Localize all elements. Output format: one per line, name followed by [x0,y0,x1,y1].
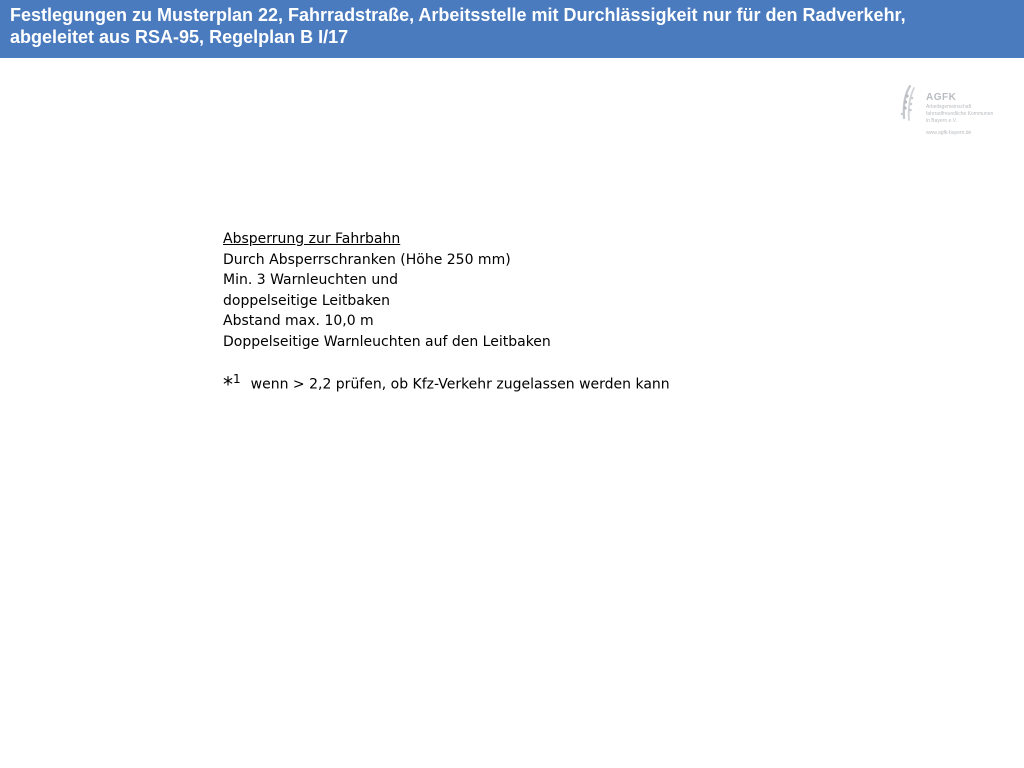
body-heading: Absperrung zur Fahrbahn [223,231,401,247]
page-title-line-2: abgeleitet aus RSA-95, Regelplan B I/17 [10,27,349,47]
agfk-logo-line-3: in Bayern e.V. [926,118,957,124]
title-bar [0,0,1024,58]
agfk-logo-mark-icon [898,84,924,124]
agfk-logo-text [926,92,1010,137]
agfk-logo-name: AGFK [926,92,957,103]
body-text-block [223,229,783,353]
footnote-number: 1 [233,372,241,386]
body-line-1: Durch Absperrschranken (Höhe 250 mm) [223,251,511,268]
footnote-text: wenn > 2,2 prüfen, ob Kfz-Verkehr zugelassen werden kann [250,376,670,393]
agfk-logo-line-1: Arbeitsgemeinschaft [926,104,972,110]
agfk-logo-line-2: fahrradfreundliche Kommunen [926,111,994,117]
footnote-asterisk: * [223,372,233,397]
agfk-logo-url: www.agfk-bayern.de [926,130,972,136]
body-line-4: Abstand max. 10,0 m [223,313,374,330]
body-line-5: Doppelseitige Warnleuchten auf den Leitbaken [223,333,551,350]
body-line-2: Min. 3 Warnleuchten und [223,272,399,289]
body-line-3: doppelseitige Leitbaken [223,292,390,309]
footnote [223,372,670,397]
page-title-line-1: Festlegungen zu Musterplan 22, Fahrradstraße, Arbeitsstelle mit Durchlässigkeit nur für den Radverkehr, [10,5,906,25]
agfk-logo [898,84,1008,144]
